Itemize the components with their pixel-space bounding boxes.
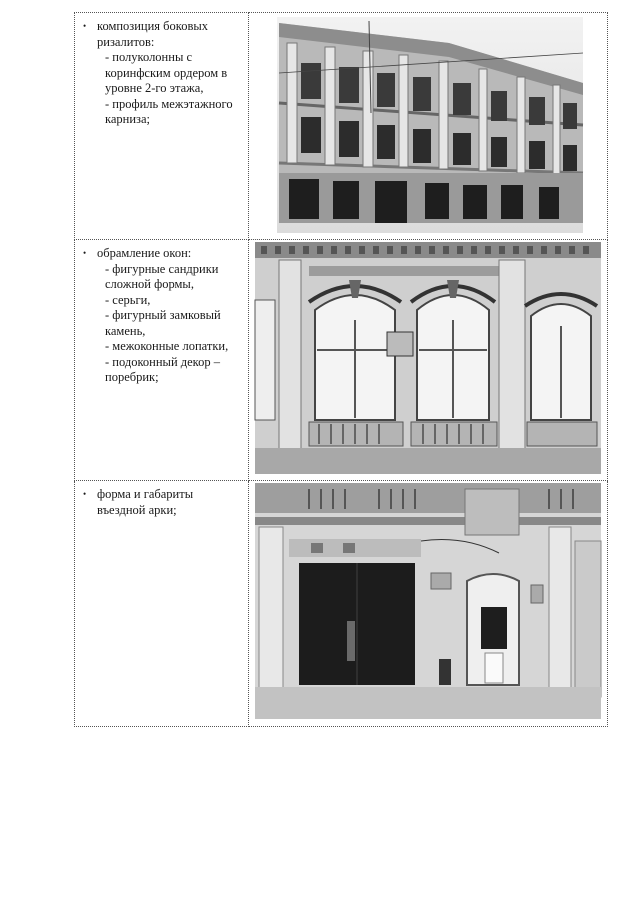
window-frames-photo-icon bbox=[249, 240, 607, 480]
list-item: - подоконный декор – поребрик; bbox=[105, 354, 220, 384]
bullet-icon: • bbox=[83, 21, 87, 31]
photo-cell bbox=[249, 240, 608, 481]
feature-heading: композиция боковых ризалитов: bbox=[97, 19, 209, 49]
feature-sublist bbox=[97, 262, 240, 386]
list-item: - фигурные сандрики сложной формы, bbox=[105, 261, 219, 291]
photo-cell bbox=[249, 481, 608, 727]
bullet-icon: • bbox=[83, 248, 87, 258]
table-row bbox=[75, 13, 608, 240]
list-item: - серьги, bbox=[105, 292, 151, 307]
feature-heading: форма и габариты въездной арки; bbox=[97, 487, 194, 517]
photo-cell bbox=[249, 13, 608, 240]
list-item: - полуколонны с коринфским ордером в уровне 2-го этажа, bbox=[105, 50, 228, 95]
list-item: - межоконные лопатки, bbox=[105, 339, 229, 353]
text-cell bbox=[75, 240, 249, 481]
text-cell bbox=[75, 13, 249, 240]
feature-sublist bbox=[97, 50, 240, 128]
text-cell bbox=[75, 481, 249, 727]
facade-risalit-photo-icon bbox=[249, 13, 607, 239]
table-row bbox=[75, 481, 608, 727]
list-item: - фигурный замковый камень, bbox=[105, 308, 221, 338]
table-row bbox=[75, 240, 608, 481]
bullet-icon: • bbox=[83, 489, 87, 499]
list-item: - профиль межэтажного карниза; bbox=[105, 96, 233, 126]
entrance-arch-photo-icon bbox=[249, 481, 607, 726]
feature-heading: обрамление окон: bbox=[97, 246, 192, 260]
features-table bbox=[74, 12, 608, 727]
